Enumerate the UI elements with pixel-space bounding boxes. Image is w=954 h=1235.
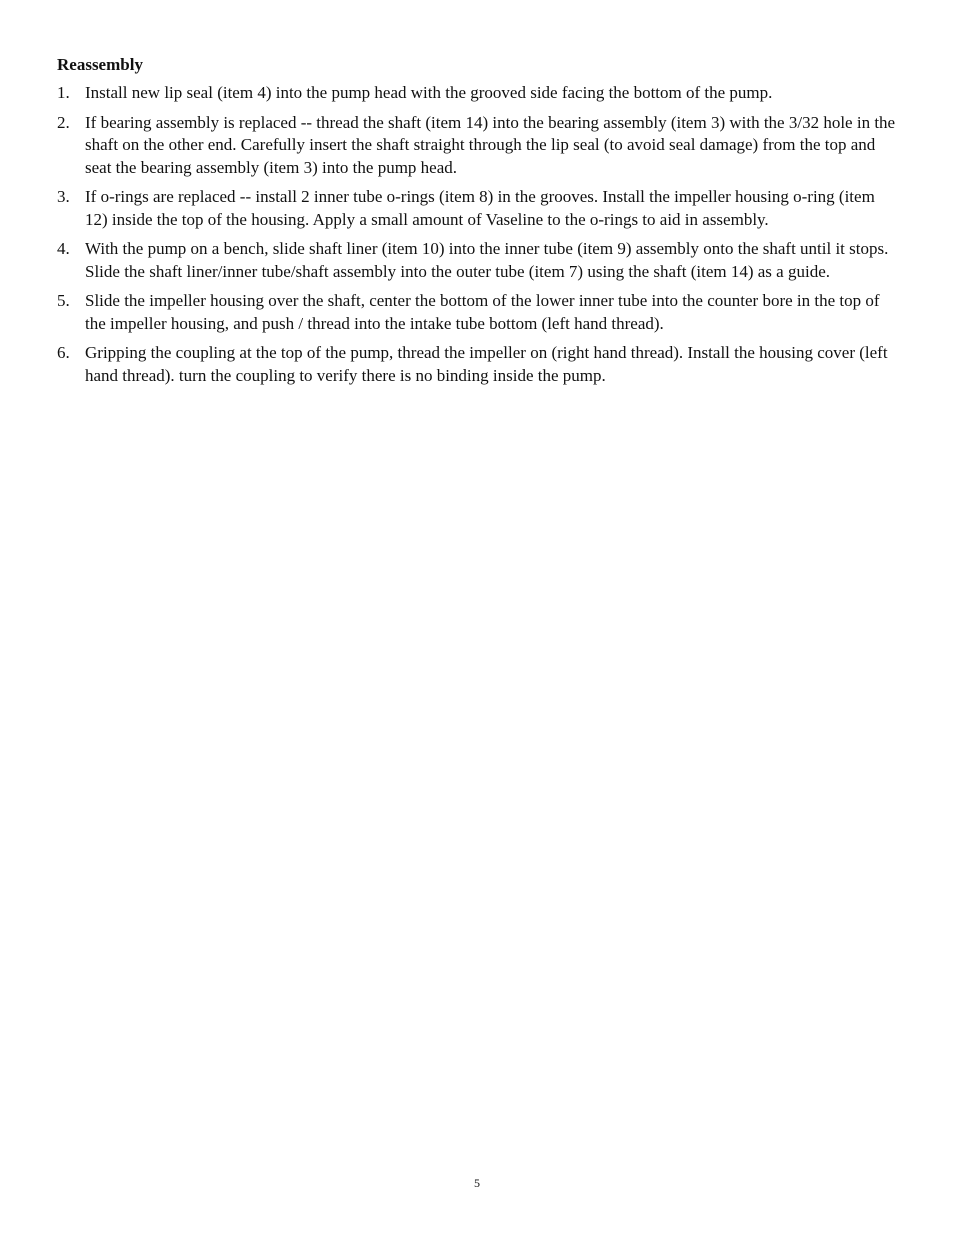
step-text: Gripping the coupling at the top of the pump, thread the impeller on (right hand thread). Install the housing cover (left hand thread). turn the coupling to verify there is no binding inside the pump. bbox=[85, 343, 888, 385]
step-text: If o-rings are replaced -- install 2 inner tube o-rings (item 8) in the grooves. Install the impeller housing o-ring (item 12) inside the top of the housing. Apply a small amount of Vaseline to the o-rings to aid in assembly. bbox=[85, 187, 875, 229]
step-number: 4. bbox=[57, 239, 70, 258]
step-number: 6. bbox=[57, 343, 70, 362]
step-text: Install new lip seal (item 4) into the pump head with the grooved side facing the bottom of the pump. bbox=[85, 83, 773, 102]
page-number: 5 bbox=[474, 1176, 480, 1190]
step-text: With the pump on a bench, slide shaft liner (item 10) into the inner tube (item 9) assembly onto the shaft until it stops. Slide the shaft liner/inner tube/shaft assembly into the outer tube (item 7) using the shaft (item 14) as a guide. bbox=[85, 239, 889, 281]
step-number: 2. bbox=[57, 112, 70, 132]
step-item-4 bbox=[57, 238, 897, 283]
section-heading: Reassembly bbox=[57, 55, 143, 74]
step-item-5 bbox=[57, 290, 897, 335]
step-text: Slide the impeller housing over the shaft, center the bottom of the lower inner tube into the counter bore in the top of the impeller housing, and push / thread into the intake tube bottom (left hand thread). bbox=[85, 291, 880, 333]
step-item-1 bbox=[57, 82, 897, 105]
step-item-6 bbox=[57, 342, 897, 387]
step-item-3 bbox=[57, 186, 897, 231]
step-item-2 bbox=[57, 112, 897, 180]
reassembly-steps-list bbox=[57, 82, 897, 387]
step-number: 1. bbox=[57, 83, 70, 102]
step-text: If bearing assembly is replaced -- thread the shaft (item 14) into the bearing assembly (item 3) with the 3/32 hole in the shaft on the other end. Carefully insert the shaft straight through the lip seal (to avoid seal damage) from the top and seat the bearing assembly (item 3) into the pump head. bbox=[85, 112, 896, 177]
step-number: 3. bbox=[57, 187, 70, 206]
step-number: 5. bbox=[57, 291, 70, 310]
document-body bbox=[57, 54, 897, 394]
